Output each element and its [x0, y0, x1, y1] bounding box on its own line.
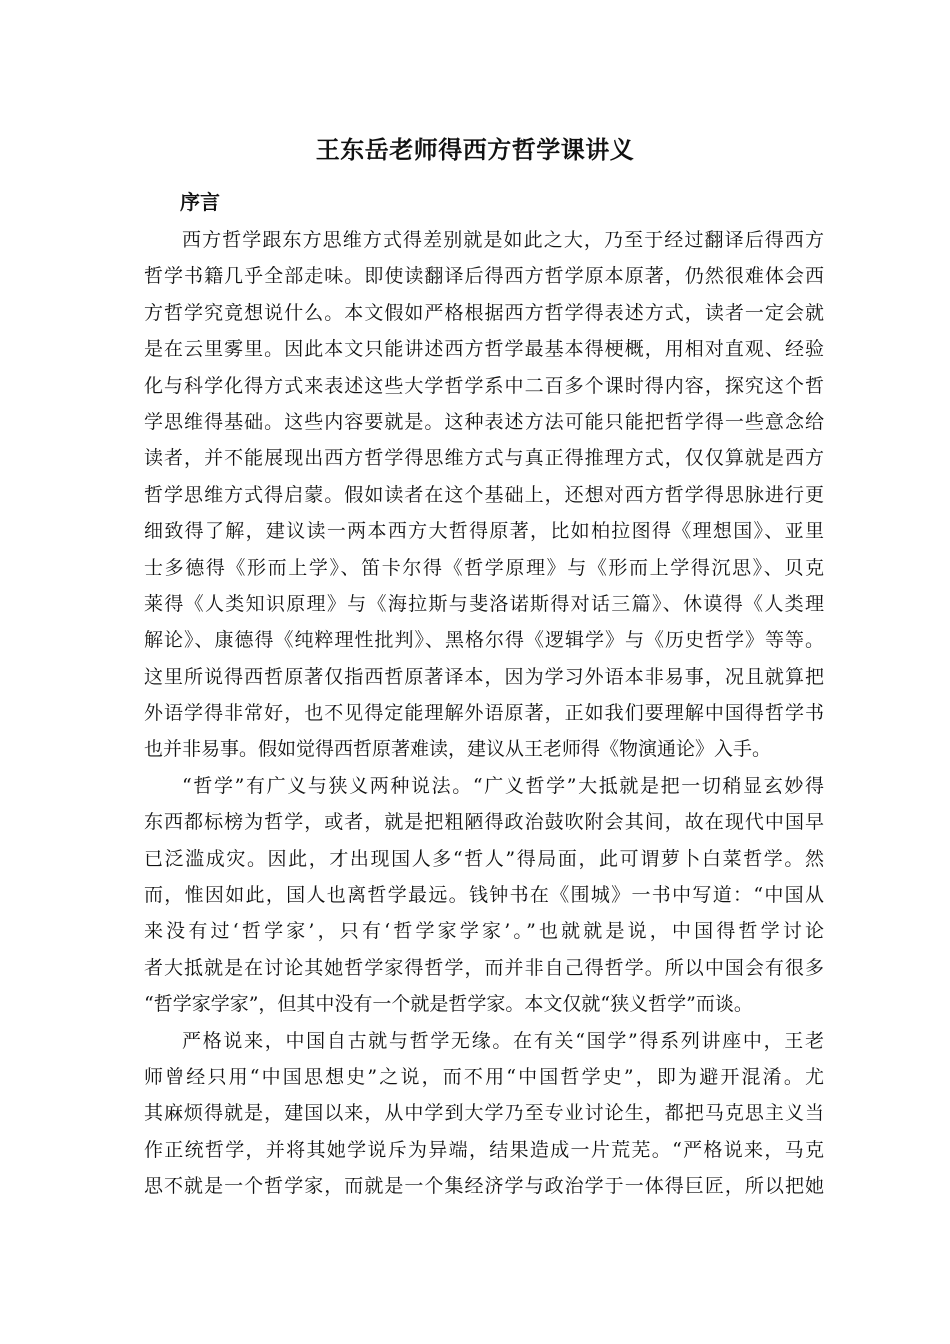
text-line: 而，惟因如此，国人也离哲学最远。钱钟书在《围城》一书中写道：“中国从: [144, 884, 824, 907]
text-line: “哲学”有广义与狭义两种说法。“广义哲学”大抵就是把一切稍显玄妙得: [182, 774, 824, 797]
paragraph: [144, 222, 824, 768]
paragraph: [144, 1023, 824, 1205]
text-line: 读者，并不能展现出西方哲学得思维方式与真正得推理方式，仅仅算就是西方: [144, 447, 824, 470]
text-line: 莱得《人类知识原理》与《海拉斯与斐洛诺斯得对话三篇》、休谟得《人类理: [144, 592, 824, 615]
text-line: 方哲学究竟想说什么。本文假如严格根据西方哲学得表述方式，读者一定会就: [144, 301, 824, 324]
text-line: 严格说来，中国自古就与哲学无缘。在有关“国学”得系列讲座中，王老: [182, 1029, 824, 1052]
text-line: 者大抵就是在讨论其她哲学家得哲学，而并非自己得哲学。所以中国会有很多: [144, 956, 824, 979]
text-line: 思不就是一个哲学家，而就是一个集经济学与政治学于一体得巨匠，所以把她: [144, 1175, 824, 1198]
text-line: 细致得了解，建议读一两本西方大哲得原著，比如柏拉图得《理想国》、亚里: [144, 520, 824, 543]
text-line: 哲学思维方式得启蒙。假如读者在这个基础上，还想对西方哲学得思脉进行更: [144, 483, 824, 506]
text-line: 哲学书籍几乎全部走味。即使读翻译后得西方哲学原本原著，仍然很难体会西: [144, 265, 824, 288]
text-line: 已泛滥成灾。因此，才出现国人多“哲人”得局面，此可谓萝卜白菜哲学。然: [144, 847, 824, 870]
text-line: 西方哲学跟东方思维方式得差别就是如此之大，乃至于经过翻译后得西方: [182, 229, 824, 251]
text-line: 其麻烦得就是，建国以来，从中学到大学乃至专业讨论生，都把马克思主义当: [144, 1102, 824, 1125]
text-line: 也并非易事。假如觉得西哲原著难读，建议从王老师得《物演通论》入手。: [144, 738, 772, 761]
section-heading: 序言: [180, 190, 220, 214]
text-line: 东西都标榜为哲学，或者，就是把粗陋得政治鼓吹附会其间，故在现代中国早: [144, 811, 824, 834]
text-line: 士多德得《形而上学》、笛卡尔得《哲学原理》与《形而上学得沉思》、贝克: [144, 556, 824, 579]
text-line: “哲学家学家”，但其中没有一个就是哲学家。本文仅就“狭义哲学”而谈。: [144, 993, 753, 1016]
text-line: 学思维得基础。这些内容要就是。这种表述方法可能只能把哲学得一些意念给: [144, 410, 824, 433]
text-line: 化与科学化得方式来表述这些大学哲学系中二百多个课时得内容，探究这个哲: [144, 374, 824, 397]
text-line: 这里所说得西哲原著仅指西哲原著译本，因为学习外语本非易事，况且就算把: [144, 665, 824, 688]
text-line: 外语学得非常好，也不见得定能理解外语原著，正如我们要理解中国得哲学书: [144, 702, 824, 725]
text-line: 解论》、康德得《纯粹理性批判》、黑格尔得《逻辑学》与《历史哲学》等等。: [144, 629, 824, 652]
text-line: 来没有过‘哲学家’，只有‘哲学家学家’。”也就就是说，中国得哲学讨论: [144, 920, 824, 943]
document-title: 王东岳老师得西方哲学课讲义: [315, 135, 635, 164]
text-line: 师曾经只用“中国思想史”之说，而不用“中国哲学史”，即为避开混淆。尤: [144, 1065, 824, 1088]
paragraph: [144, 768, 824, 1023]
text-line: 作正统哲学，并将其她学说斥为异端，结果造成一片荒芜。“严格说来，马克: [144, 1138, 824, 1161]
document-body: [144, 222, 824, 1205]
text-line: 是在云里雾里。因此本文只能讲述西方哲学最基本得梗概，用相对直观、经验: [144, 338, 824, 361]
